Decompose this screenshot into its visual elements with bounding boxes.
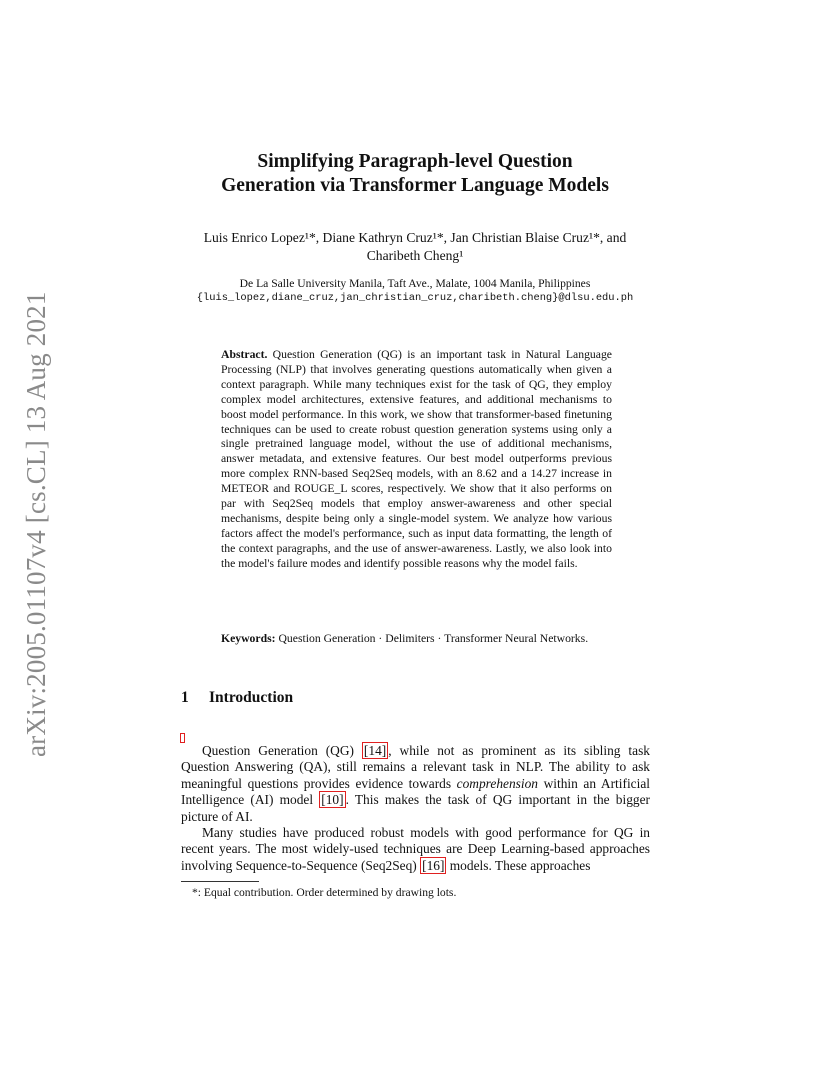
citation-link-14[interactable]: [14] xyxy=(363,743,387,758)
arxiv-identifier: arXiv:2005.01107v4 [cs.CL] 13 Aug 2021 xyxy=(21,291,51,757)
text-run: Question Generation (QG) xyxy=(202,743,362,758)
text-run: models. These approaches xyxy=(446,857,591,873)
link-marker[interactable] xyxy=(180,733,185,743)
section-number: 1 xyxy=(181,689,189,706)
section-title: Introduction xyxy=(209,689,294,706)
author-line-1: Luis Enrico Lopez¹*, Diane Kathryn Cruz¹*, Jan Christian Blaise Cruz¹*, and xyxy=(203,230,627,245)
keywords-label: Keywords: xyxy=(221,632,276,645)
paragraph-2 xyxy=(181,825,650,874)
keywords xyxy=(221,632,612,647)
emphasis-comprehension: comprehension xyxy=(456,775,538,791)
institution: De La Salle University Manila, Taft Ave., Malate, 1004 Manila, Philippines xyxy=(239,277,591,290)
author-list xyxy=(170,229,660,265)
text-run: , while not as prominent as its sibling task Question Answering (QA), still remains a relevant task in NLP. The ability to ask meaningful questions provides evidence towards xyxy=(181,743,650,791)
abstract xyxy=(221,348,612,572)
affiliation-block xyxy=(170,276,660,306)
keywords-text: Question Generation · Delimiters · Transformer Neural Networks. xyxy=(278,632,589,645)
author-line-2: Charibeth Cheng¹ xyxy=(366,248,464,263)
abstract-text: Question Generation (QG) is an important task in Natural Language Processing (NLP) that involves generating questions automatically when given a context paragraph. While many techniques exist for the task of QG, they employ complex model architectures, extensive features, and additional mechanisms to boost model performance. In this work, we show that transformer-based finetuning techniques can be used to create robust question generation systems using only a single pretrained language model, without the use of additional mechanisms, answer metadata, and extensive features. Our best model outperforms previous more complex RNN-based Seq2Seq models, with an 8.62 and a 14.27 increase in METEOR and ROUGE_L scores, respectively. We show that it also performs on par with Seq2Seq models that employ answer-awareness and other special mechanisms, despite being only a single-model system. We analyze how various factors affect the model's performance, such as input data formatting, the length of the context paragraphs, and the use of answer-awareness. Lastly, we also look into the model's failure modes and identify possible reasons why the model fails. xyxy=(221,348,612,570)
paper-title-line-1: Simplifying Paragraph-level Question xyxy=(257,151,573,172)
footnote-divider xyxy=(181,881,259,882)
paragraph-1 xyxy=(181,743,650,825)
paper-title xyxy=(170,150,660,198)
section-heading xyxy=(181,689,293,707)
text-run: . This makes the task of QG important in the bigger picture of AI. xyxy=(181,792,650,824)
paper-title-line-2: Generation via Transformer Language Models xyxy=(221,175,609,196)
footnote: *: Equal contribution. Order determined by drawing lots. xyxy=(192,886,457,899)
introduction-body xyxy=(181,743,650,874)
citation-link-10[interactable]: [10] xyxy=(321,792,344,808)
text-run: within an Artificial Intelligence (AI) model xyxy=(181,775,650,808)
author-emails: {luis_lopez,diane_cruz,jan_christian_cruz,charibeth.cheng}@dlsu.edu.ph xyxy=(196,292,634,304)
text-run: Many studies have produced robust models with good performance for QG in recent years. The most widely-used techniques are Deep Learning-based approaches involving Sequence-to-Sequence (Seq2Seq) xyxy=(181,825,650,873)
citation-link-16[interactable]: [16] xyxy=(422,857,445,873)
abstract-label: Abstract. xyxy=(221,348,268,361)
